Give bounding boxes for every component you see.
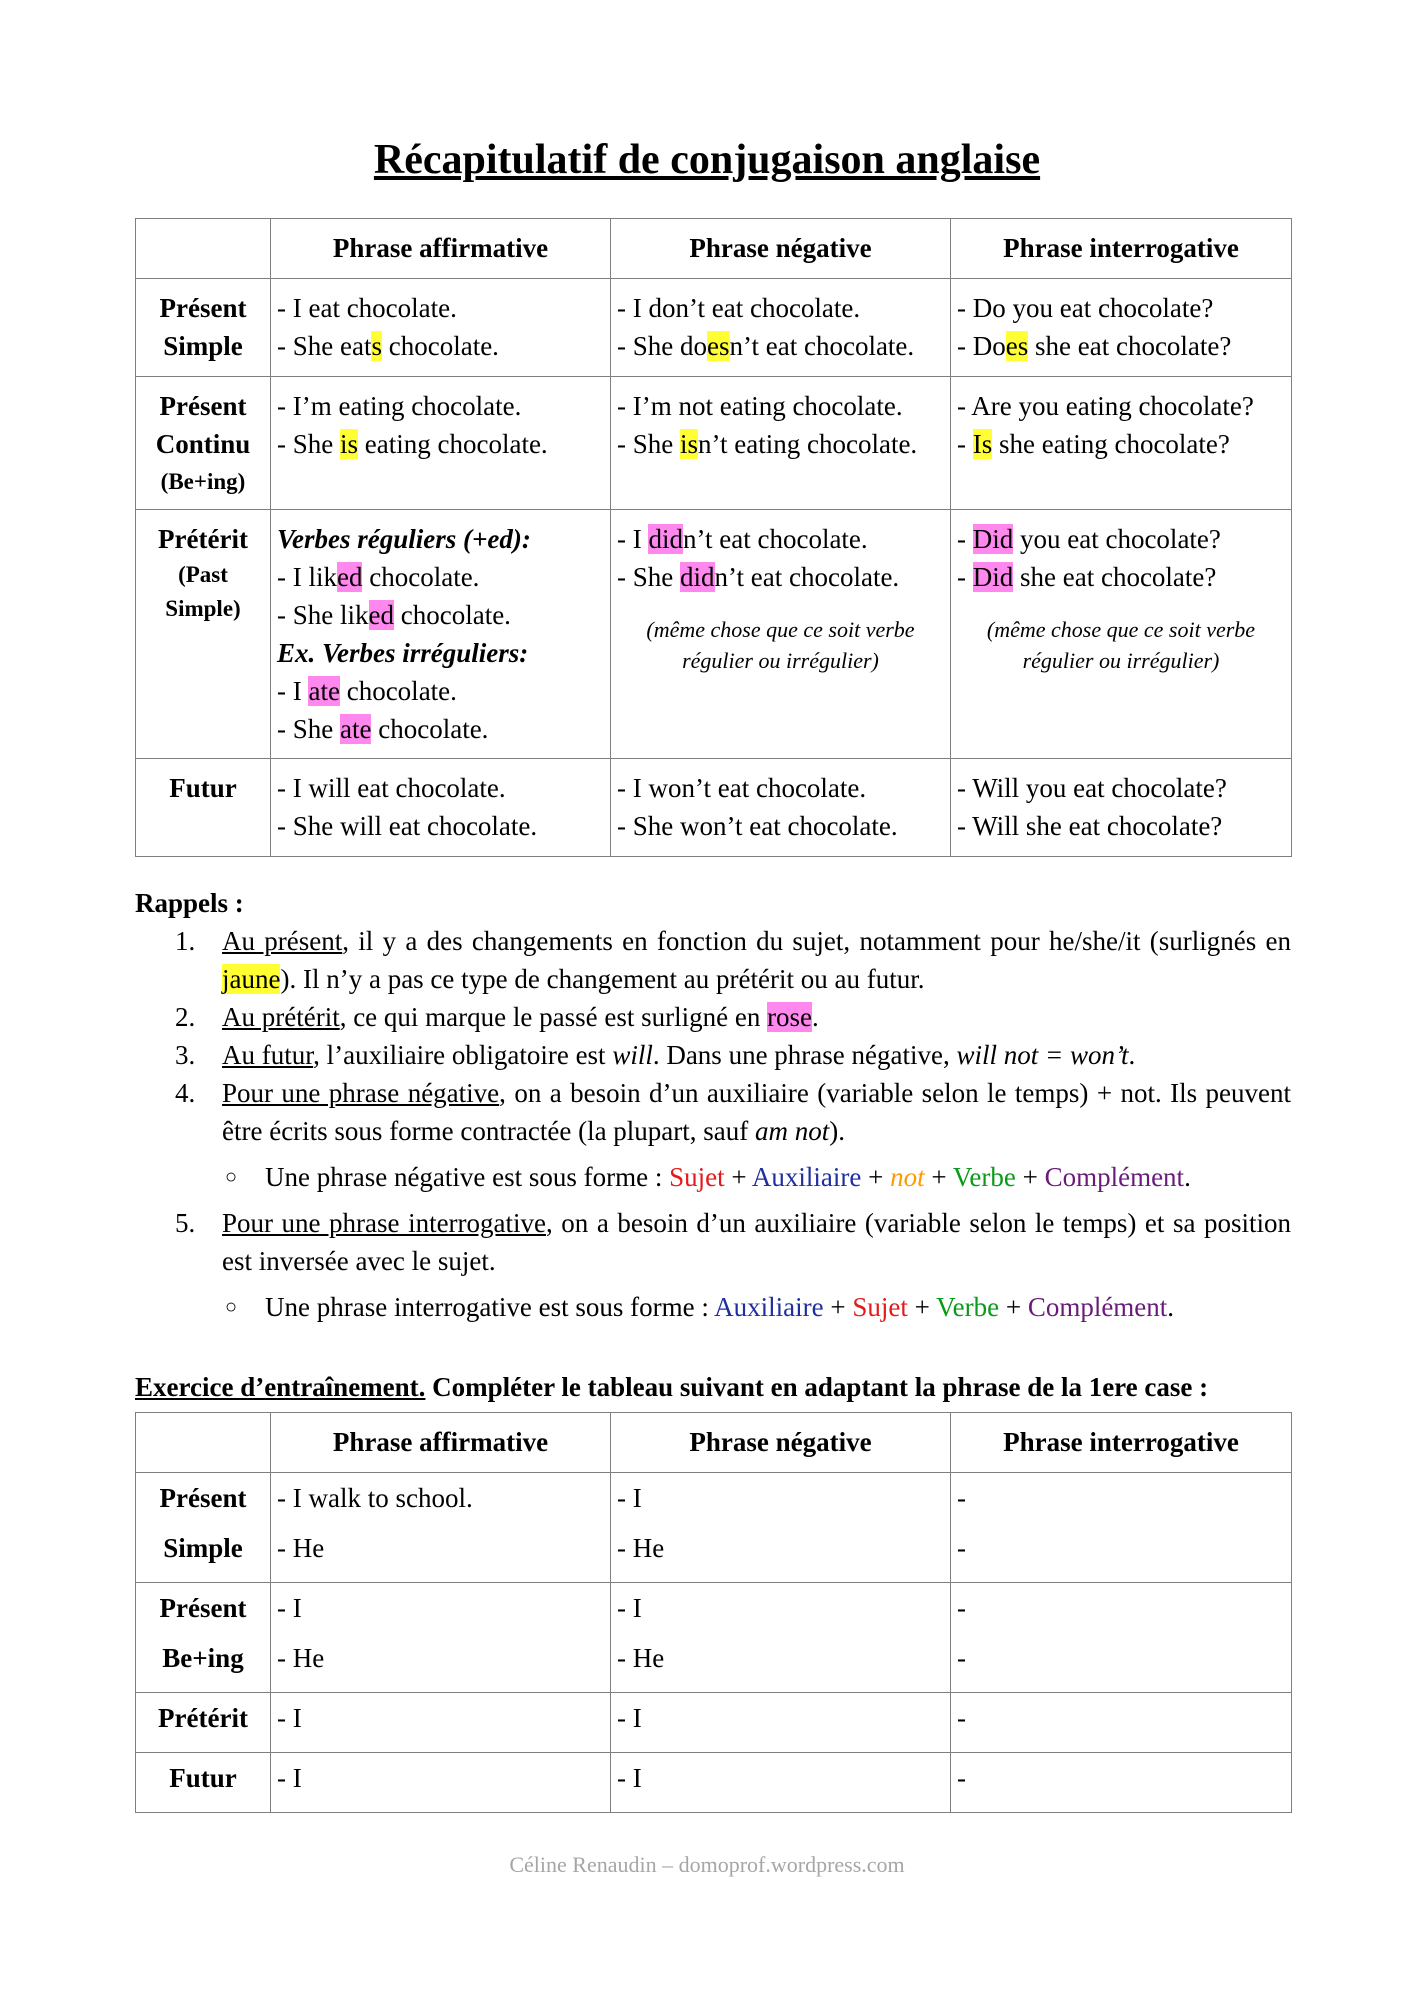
list-item: 4. Pour une phrase négative, on a besoin d’un auxiliaire (variable selon le temps) + not. Ils peuvent être écrits sous forme contractée (la plupart, sauf am not). xyxy=(175,1078,1292,1146)
table-row xyxy=(136,377,1292,510)
cell-negative: - I’m not eating chocolate. - She isn’t eating chocolate. xyxy=(611,377,951,510)
cell-affirmative: - I’m eating chocolate. - She is eating chocolate. xyxy=(271,377,611,510)
cell-negative: - I won’t eat chocolate. - She won’t eat chocolate. xyxy=(611,759,951,857)
table-row xyxy=(136,510,1292,759)
highlight-yellow: jaune xyxy=(222,964,281,994)
table-row xyxy=(136,279,1292,377)
highlight-pink: did xyxy=(680,562,715,592)
exercise-header-row xyxy=(136,1413,1292,1473)
header-negative: Phrase négative xyxy=(611,1413,951,1473)
table-row xyxy=(136,1693,1292,1753)
row-label-present-continu: Présent Continu (Be+ing) xyxy=(136,377,271,510)
highlight-pink: Did xyxy=(972,524,1014,554)
row-label-present-simple: Présent Simple xyxy=(136,279,271,377)
footer-credit: Céline Renaudin – domoprof.wordpress.com xyxy=(509,1852,905,1877)
circle-bullet-icon: ○ xyxy=(225,1166,238,1188)
cell-affirmative: - I eat chocolate. - She eats chocolate. xyxy=(271,279,611,377)
list-item: 3. Au futur, l’auxiliaire obligatoire est will. Dans une phrase négative, will not = won’t. xyxy=(175,1040,1136,1070)
circle-bullet-icon: ○ xyxy=(225,1296,238,1318)
cell-affirmative: - I xyxy=(271,1753,611,1813)
header-affirmative: Phrase affirmative xyxy=(271,1413,611,1473)
cell-affirmative: Verbes réguliers (+ed): - I liked chocolate. - She liked chocolate. Ex. Verbes irréguliers: - I ate chocolate. - She ate chocolate. xyxy=(271,510,611,759)
list-item: 5. Pour une phrase interrogative, on a besoin d’un auxiliaire (variable selon le temps) et sa position est inversée avec le sujet. xyxy=(175,1208,1291,1276)
cell-interrogative: - - xyxy=(951,1583,1292,1693)
highlight-pink: ate xyxy=(308,676,340,706)
cell-negative: - I xyxy=(611,1753,951,1813)
table-row xyxy=(136,1753,1292,1813)
table-row xyxy=(136,759,1292,857)
header-empty xyxy=(136,219,271,279)
cell-interrogative: - xyxy=(951,1753,1292,1813)
row-label-preterit: Prétérit xyxy=(136,1693,271,1753)
cell-interrogative: - Do you eat chocolate? - Does she eat chocolate? xyxy=(951,279,1292,377)
highlight-pink: ed xyxy=(337,562,363,592)
rappels-title: Rappels : xyxy=(135,888,244,918)
list-item: 2. Au prétérit, ce qui marque le passé est surligné en rose. xyxy=(175,1002,819,1032)
cell-affirmative: - I walk to school. - He xyxy=(271,1473,611,1583)
list-item: 1. Au présent, il y a des changements en fonction du sujet, notamment pour he/she/it (surlignés en jaune). Il n’y a pas ce type de changement au prétérit ou au futur. xyxy=(175,926,1291,994)
cell-negative: - I - He xyxy=(611,1583,951,1693)
row-label-futur: Futur xyxy=(136,1753,271,1813)
header-interrogative: Phrase interrogative xyxy=(951,1413,1292,1473)
sub-list-item-negative-form: ○ Une phrase négative est sous forme : Sujet + Auxiliaire + not + Verbe + Complément. xyxy=(135,1158,1291,1196)
highlight-pink: did xyxy=(648,524,683,554)
cell-interrogative: - xyxy=(951,1693,1292,1753)
rappels-section xyxy=(135,884,1291,1332)
exercise-table xyxy=(135,1412,1292,1813)
highlight-pink: ate xyxy=(340,714,372,744)
note-regular-irregular: (même chose que ce soit verbe régulier ou irrégulier) xyxy=(646,617,915,673)
highlight-yellow: es xyxy=(707,331,730,361)
header-interrogative: Phrase interrogative xyxy=(951,219,1292,279)
cell-negative: - I - He xyxy=(611,1473,951,1583)
cell-interrogative: - - xyxy=(951,1473,1292,1583)
cell-negative: - I xyxy=(611,1693,951,1753)
highlight-pink: rose xyxy=(767,1002,813,1032)
exercise-heading: Exercice d’entraînement. Compléter le tableau suivant en adaptant la phrase de la 1ere case : xyxy=(135,1372,1209,1402)
header-affirmative: Phrase affirmative xyxy=(271,219,611,279)
header-empty xyxy=(136,1413,271,1473)
page-title: Récapitulatif de conjugaison anglaise xyxy=(373,137,1041,183)
table-row xyxy=(136,1473,1292,1583)
highlight-yellow: s xyxy=(371,331,382,361)
note-regular-irregular: (même chose que ce soit verbe régulier ou irrégulier) xyxy=(986,617,1256,673)
sub-list-item-interrogative-form: ○ Une phrase interrogative est sous forme : Auxiliaire + Sujet + Verbe + Complément. xyxy=(135,1288,1291,1326)
cell-interrogative: - Are you eating chocolate? - Is she eating chocolate? xyxy=(951,377,1292,510)
cell-interrogative: - Will you eat chocolate? - Will she eat chocolate? xyxy=(951,759,1292,857)
highlight-yellow: Is xyxy=(972,429,993,459)
cell-affirmative: - I will eat chocolate. - She will eat chocolate. xyxy=(271,759,611,857)
cell-affirmative: - I - He xyxy=(271,1583,611,1693)
cell-affirmative: - I xyxy=(271,1693,611,1753)
recap-table xyxy=(135,218,1292,857)
row-label-futur: Futur xyxy=(136,759,271,857)
highlight-yellow: is xyxy=(340,429,359,459)
table-row xyxy=(136,1583,1292,1693)
cell-interrogative: - Did you eat chocolate? - Did she eat chocolate? (même chose que ce soit verbe régulier ou irrégulier) xyxy=(951,510,1292,759)
recap-header-row xyxy=(136,219,1292,279)
header-negative: Phrase négative xyxy=(611,219,951,279)
highlight-pink: Did xyxy=(972,562,1014,592)
highlight-pink: ed xyxy=(368,600,394,630)
row-label-preterit: Prétérit (Past Simple) xyxy=(136,510,271,759)
cell-negative: - I didn’t eat chocolate. - She didn’t eat chocolate. (même chose que ce soit verbe régulier ou irrégulier) xyxy=(611,510,951,759)
row-label-present-simple: Présent Simple xyxy=(136,1473,271,1583)
highlight-yellow: es xyxy=(1005,331,1029,361)
highlight-yellow: is xyxy=(680,429,699,459)
row-label-present-being: Présent Be+ing xyxy=(136,1583,271,1693)
cell-negative: - I don’t eat chocolate. - She doesn’t eat chocolate. xyxy=(611,279,951,377)
